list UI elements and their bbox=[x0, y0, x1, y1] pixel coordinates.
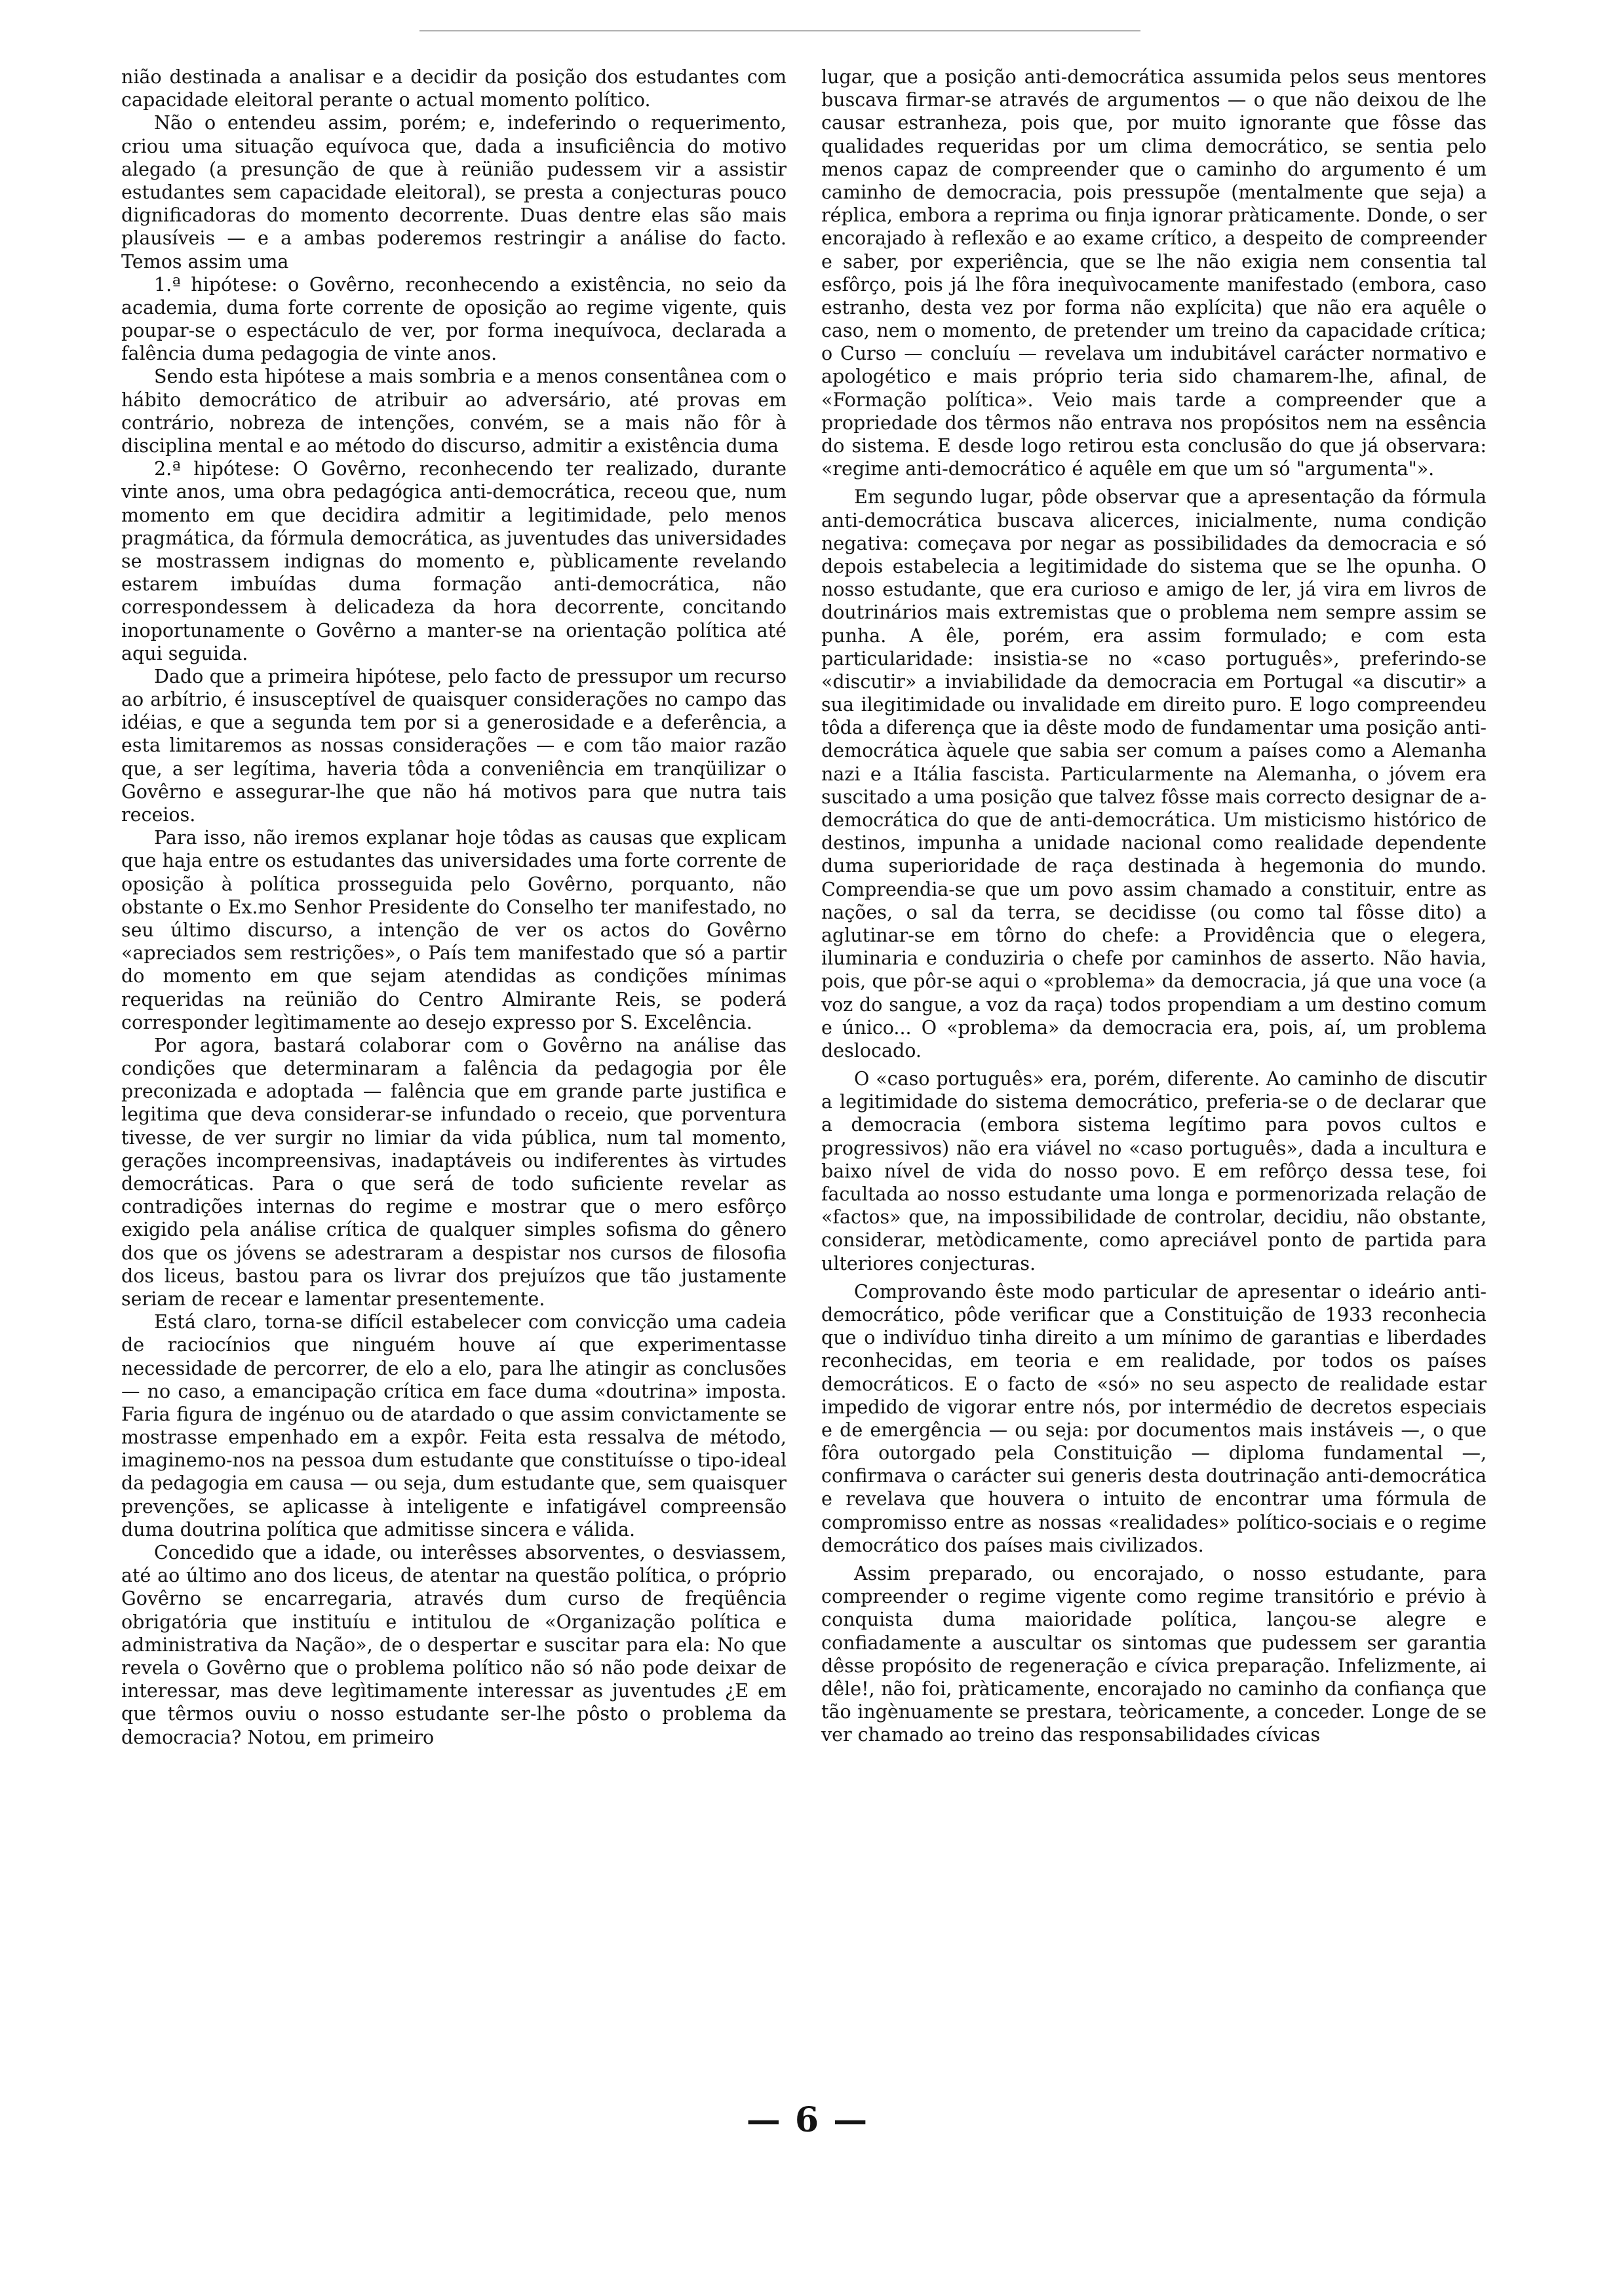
paragraph: Assim preparado, ou encorajado, o nosso estudante, para compreender o regime vigente como regime transitório e prévio à conquista duma maioridade política, lançou-se alegre e confiadamente a auscultar os sintomas que pudessem ser garantia dêsse propósito de regeneração e cívica preparação. Infelizmente, ai dêle!, não foi, pràticamente, encorajado no caminho da confiança que tão ingènuamente se prestara, teòricamente, a conceder. Longe de se ver chamado ao treino das responsabilidades cívicas bbox=[821, 1563, 1487, 1746]
paragraph: Concedido que a idade, ou interêsses absorventes, o desviassem, até ao último ano dos liceus, de atentar na questão política, o próprio Govêrno se encarregaria, através dum curso de freqüência obrigatória que instituíu e intitulou de «Organização política e administrativa da Nação», de o despertar e suscitar para ela: No que revela o Govêrno que o problema político não só não pode deixar de interessar, mas deve legìtimamente interessar as juventudes ¿E em que têrmos ouviu o nosso estudante ser-lhe pôsto o problema da democracia? Notou, em primeiro bbox=[121, 1542, 787, 1748]
right-column bbox=[821, 66, 1487, 1747]
paragraph: lugar, que a posição anti-democrática assumida pelos seus mentores buscava firmar-se através de argumentos — o que não deixou de lhe causar estranheza, pois que, por muito ignorante que fôsse das qualidades requeridas por um clima democrático, se sentia pelo menos capaz de compreender que o caminho do argumento é um caminho de democracia, pois pressupõe (mentalmente que seja) a réplica, embora a reprima ou finja ignorar pràticamente. Donde, o ser encorajado à reflexão e ao exame crítico, a despeito de compreender e saber, por experiência, que se lhe não exigia nem consentia tal esfôrço, pois já lhe fôra inequìvocamente manifestado (embora, caso estranho, desta vez por forma não explícita) que não era aquêle o caso, nem o momento, de pretender um treino da capacidade crítica; o Curso — concluíu — revelava um indubitável carácter normativo e apologético e mais próprio teria sido chamarem-lhe, afinal, de «Formação política». Veio mais tarde a compreender que a propriedade dos têrmos não entrava nos propósitos nem na essência do sistema. E desde logo retirou esta conclusão do que já observara: «regime anti-democrático é aquêle em que um só "argumenta"». bbox=[821, 66, 1487, 480]
paragraph: 2.ª hipótese: O Govêrno, reconhecendo ter realizado, durante vinte anos, uma obra pedagógica anti-democrática, receou que, num momento em que decidira admitir a legitimidade, pelo menos pragmática, da fórmula democrática, as juventudes das universidades se mostrassem indignas do momento e, pùblicamente revelando estarem imbuídas duma formação anti-democrática, não correspondessem à delicadeza da hora decorrente, concitando inoportunamente o Govêrno a manter-se na orientação política até aqui seguida. bbox=[121, 458, 787, 664]
page-number: — 6 — bbox=[746, 2100, 869, 2140]
top-rule bbox=[419, 30, 1140, 31]
paragraph: Sendo esta hipótese a mais sombria e a menos consentânea com o hábito democrático de atribuir ao adversário, até provas em contrário, nobreza de intenções, convém, se a mais não fôr à disciplina mental e ao método do discurso, admitir a existência duma bbox=[121, 366, 787, 457]
paragraph: Dado que a primeira hipótese, pelo facto de pressupor um recurso ao arbítrio, é insusceptível de quaisquer considerações no campo das idéias, e que a segunda tem por si a generosidade e a deferência, a esta limitaremos as nossas considerações — e com tão maior razão que, a ser legítima, haveria tôda a conveniência em tranqüilizar o Govêrno e assegurar-lhe que não há motivos para que nutra tais receios. bbox=[121, 665, 787, 826]
paragraph: O «caso português» era, porém, diferente. Ao caminho de discutir a legitimidade do sistema democrático, preferia-se o de declarar que a democracia (embora sistema legítimo para povos cultos e progressivos) não era viável no «caso português», dada a incultura e baixo nível de vida do nosso povo. E em refôrço dessa tese, foi facultada ao nosso estudante uma longa e pormenorizada relação de «factos» que, na impossibilidade de controlar, decidiu, não obstante, considerar, metòdicamente, como apreciável ponto de partida para ulteriores conjecturas. bbox=[821, 1068, 1487, 1274]
paragraph: Para isso, não iremos explanar hoje tôdas as causas que explicam que haja entre os estudantes das universidades uma forte corrente de oposição à política prosseguida pelo Govêrno, porquanto, não obstante o Ex.mo Senhor Presidente do Conselho ter manifestado, no seu último discurso, a intenção de ver os actos do Govêrno «apreciados sem restrições», o País tem manifestado que só a partir do momento em que sejam atendidas as condições mínimas requeridas na reünião do Centro Almirante Reis, se poderá corresponder legìtimamente ao desejo expresso por S. Excelência. bbox=[121, 827, 787, 1033]
paragraph: 1.ª hipótese: o Govêrno, reconhecendo a existência, no seio da academia, duma forte corrente de oposição ao regime vigente, quis poupar-se o espectáculo de ver, por forma inequívoca, declarada a falência duma pedagogia de vinte anos. bbox=[121, 273, 787, 365]
paragraph: Por agora, bastará colaborar com o Govêrno na análise das condições que determinaram a falência da pedagogia por êle preconizada e adoptada — falência que em grande parte justifica e legitima que deva considerar-se infundado o receio, que porventura tivesse, de ver surgir no limiar da vida pública, num tal momento, gerações incompreensivas, inadaptáveis ou indiferentes às virtudes democráticas. Para o que será de todo suficiente revelar as contradições internas do regime e mostrar que o mero esfôrço exigido pela análise crítica de qualquer simples sofisma do gênero dos que os jóvens se adestraram a despistar nos cursos de filosofia dos liceus, bastou para os livrar dos prejuízos que tão justamente seriam de recear e lamentar presentemente. bbox=[121, 1034, 787, 1310]
paragraph: Não o entendeu assim, porém; e, indeferindo o requerimento, criou uma situação equívoca que, dada a insuficiência do motivo alegado (a presunção de que à reünião pudessem vir a assistir estudantes sem capacidade eleitoral), se presta a conjecturas pouco dignificadoras do momento decorrente. Duas dentre elas são mais plausíveis — e a ambas poderemos restringir a análise do facto. Temos assim uma bbox=[121, 112, 787, 273]
paragraph: Em segundo lugar, pôde observar que a apresentação da fórmula anti-democrática buscava alicerces, inicialmente, numa condição negativa: começava por negar as possibilidades da democracia e só depois estabelecia a legitimidade do sistema que se lhe opunha. O nosso estudante, que era curioso e amigo de ler, já vira em livros de doutrinários mais extremistas que o problema nem sempre assim se punha. A êle, porém, era assim formulado; e com esta particularidade: insistia-se no «caso português», preferindo-se «discutir» a inviabilidade da democracia em Portugal «a discutir» a sua ilegitimidade ou invalidade em direito puro. E logo compreendeu tôda a diferença que ia dêste modo de fundamentar uma posição anti-democrática àquele que sabia ser comum a países como a Alemanha nazi e a Itália fascista. Particularmente na Alemanha, o jóvem era suscitado a uma posição que talvez fôsse mais correcto designar de a-democrática do que de anti-democrática. Um misticismo histórico de destinos, impunha a unidade nacional como realidade dependente duma superioridade de raça destinada à hegemonia do mundo. Compreendia-se que um povo assim chamado a constituir, entre as nações, o sal da terra, se decidisse (ou como tal fôsse dito) a aglutinar-se em tôrno do chefe: a Providência que o elegera, iluminaria e conduziria o chefe por caminhos de asserto. Não havia, pois, que pôr-se aqui o «problema» da democracia, já que una voce (a voz do sangue, a voz da raça) todos propendiam a um destino comum e único... O «problema» da democracia era, pois, aí, um problema deslocado. bbox=[821, 486, 1487, 1062]
paragraph: Está claro, torna-se difícil estabelecer com convicção uma cadeia de raciocínios que ninguém houve aí que experimentasse necessidade de percorrer, de elo a elo, para lhe atingir as conclusões — no caso, a emancipação crítica em face duma «doutrina» imposta. Faria figura de ingénuo ou de atardado o que assim convictamente se mostrasse empenhado em a expôr. Feita esta ressalva de método, imaginemo-nos na pessoa dum estudante que constituísse o tipo-ideal da pedagogia em causa — ou seja, dum estudante que, sem quaisquer prevenções, se aplicasse à inteligente e infatigável compreensão duma doutrina política que admitisse sincera e válida. bbox=[121, 1311, 787, 1540]
paragraph: Comprovando êste modo particular de apresentar o ideário anti-democrático, pôde verificar que a Constituição de 1933 reconhecia que o indivíduo tinha direito a um mínimo de garantias e liberdades reconhecidas, em teoria e em realidade, por todos os países democráticos. E o facto de «só» no seu aspecto de realidade estar impedido de vigorar entre nós, por intermédio de decretos especiais e de emergência — ou seja: por documentos mais instáveis —, o que fôra outorgado pela Constituição — diploma fundamental —, confirmava o carácter sui generis desta doutrinação anti-democrática e revelava que houvera o intuito de encontrar uma fórmula de compromisso entre as nossas «realidades» político-sociais e o regime democrático dos países mais civilizados. bbox=[821, 1280, 1487, 1556]
paragraph: nião destinada a analisar e a decidir da posição dos estudantes com capacidade eleitoral perante o actual momento político. bbox=[121, 66, 787, 111]
left-column bbox=[121, 66, 787, 1749]
